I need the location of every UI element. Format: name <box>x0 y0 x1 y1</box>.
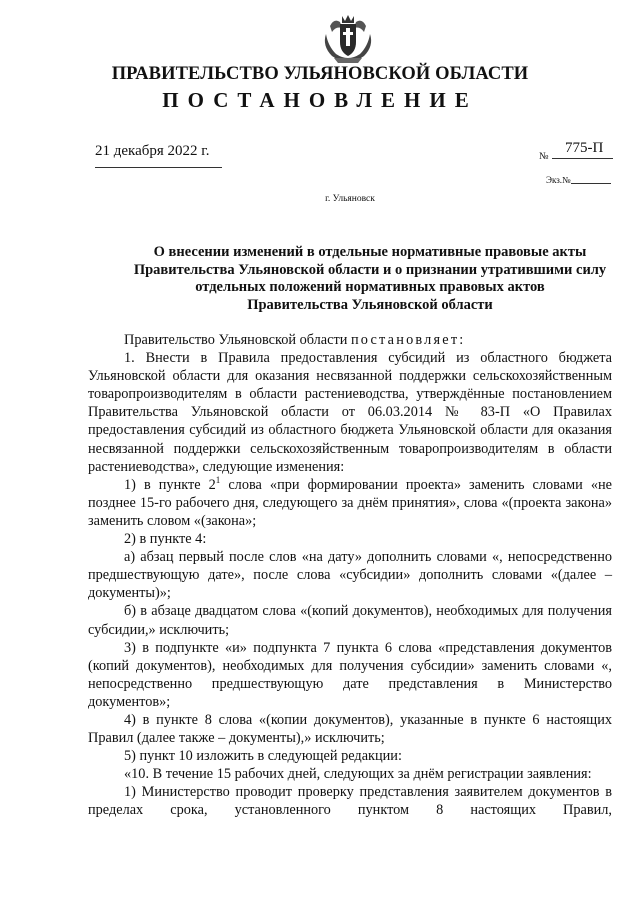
number-underline <box>552 158 613 159</box>
paragraph-subitem-2b: б) в абзаце двадцатом слова «(копий документов), необходимых для получения субсидии,» исключить; <box>88 603 612 638</box>
paragraph-subitem-2a: а) абзац первый после слов «на дату» дополнить словами «, непосредственно предшествующую дате», после слова «субсидии» дополнить словами «(далее – документы)»; <box>88 549 612 602</box>
subject-line: Правительства Ульяновской области и о признании утратившими силу <box>133 261 607 278</box>
paragraph-new-point-10: «10. В течение 15 рабочих дней, следующих за днём регистрации заявления: <box>124 766 592 783</box>
decree-date: 21 декабря 2022 г. <box>95 143 210 159</box>
preamble-resolves: постановляет: <box>350 332 466 348</box>
preamble <box>88 331 612 349</box>
paragraph-item-1: 1. Внести в Правила предоставления субсидий из областного бюджета Ульяновской области для оказания несвязанной поддержки сельскохозяйственным товаропроизводителям в области растениеводства, утверждённые постановлением Правительства Ульяновской области от 06.03.2014 № 83-П «О Правилах предоставления субсидий из областного бюджета Ульяновской области для оказания несвязанной поддержки сельскохозяйственным товаропроизводителям в области растениеводства», следующие изменения: <box>88 350 612 475</box>
paragraph-subitem-1 <box>88 476 612 530</box>
decree-body <box>88 331 612 820</box>
paragraph-subitem-2: 2) в пункте 4: <box>124 531 207 548</box>
preamble-lead: Правительство Ульяновской области <box>124 332 351 348</box>
government-title: ПРАВИТЕЛЬСТВО УЛЬЯНОВСКОЙ ОБЛАСТИ <box>111 64 529 84</box>
subject-line: отдельных положений нормативных правовых актов <box>195 279 545 296</box>
superscript-index: 1 <box>215 474 221 485</box>
paragraph-subitem-3: 3) в подпункте «и» подпункта 7 пункта 6 слова «представления документов (копий документов), необходимых для получения субсидии» заменить словами «, непосредственно предшествующую дате представления в Министерство документов»; <box>88 639 612 710</box>
coat-of-arms-emblem <box>318 12 378 64</box>
decree-number: 775-П <box>565 140 604 156</box>
subitem-1-start: 1) в пункте 2 <box>124 476 216 493</box>
subitem-1-rest: слова «при формировании проекта» заменить словами «не позднее 15-го рабочего дня, следующего за днём принятия», слова «(проекта закона» заменить словом «(закона»; <box>88 476 612 529</box>
paragraph-point-10-item-1: 1) Министерство проводит проверку представления заявителем документов в пределах срока, установленного пунктом 8 настоящих Правил, <box>88 784 612 819</box>
copy-number-underline <box>571 183 611 184</box>
city-name: г. Ульяновск <box>325 194 375 204</box>
number-sign: № <box>539 151 549 162</box>
document-type-title: ПОСТАНОВЛЕНИЕ <box>162 88 478 112</box>
subject-line: О внесении изменений в отдельные нормативные правовые акты <box>153 244 587 260</box>
copy-number-label: Экз.№ <box>546 175 571 185</box>
paragraph-subitem-4: 4) в пункте 8 слова «(копии документов), указанные в пункте 6 настоящих Правил (далее также – документы),» исключить; <box>88 711 612 747</box>
date-underline <box>95 167 222 168</box>
paragraph-subitem-5: 5) пункт 10 изложить в следующей редакции: <box>124 748 402 765</box>
decree-subject <box>80 244 640 315</box>
subject-line: Правительства Ульяновской области <box>247 297 493 314</box>
